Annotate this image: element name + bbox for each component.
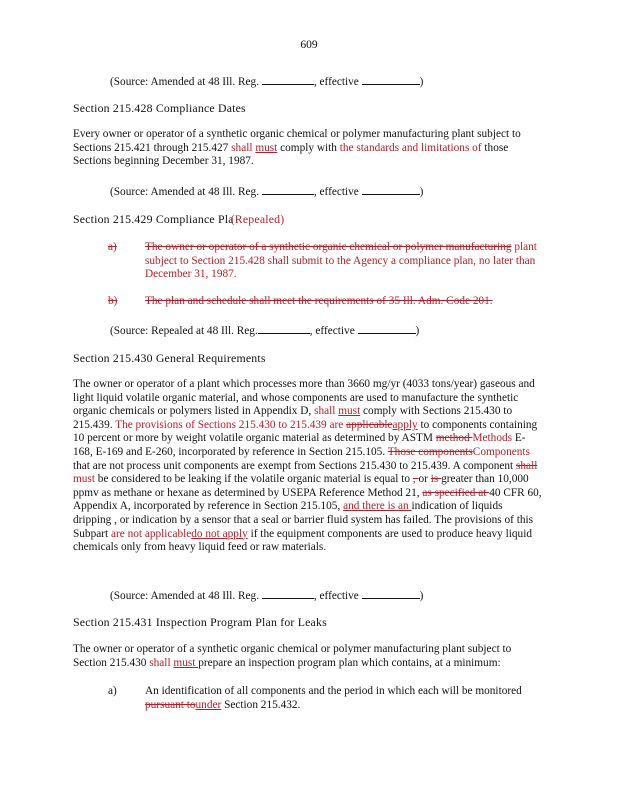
source-prefix: (Source: Amended at 48 Ill. Reg. [110,590,262,602]
text-run: if the equipment components are used to produce heavy liquid chemicals only from heavy liquid feed or raw materials. [73,527,532,554]
deleted-text: The plan and schedule shall meet the requirements of 35 Ill. Adm. Code 201. [145,295,493,307]
blank-line [362,588,420,599]
source-note-amended-3 [110,588,423,602]
blank-line [262,588,314,599]
deleted-text: method [435,432,473,445]
deleted-text: is [430,473,442,486]
deleted-text: as specified at [422,486,490,499]
blank-line [262,184,314,195]
inserted-text: under [195,698,222,711]
blank-line [262,74,314,85]
section-heading-215-429 [73,212,284,227]
inserted-text: shall [231,141,256,154]
text-run: prepare an inspection program plan which contains, at a minimum: [198,656,501,669]
text-run: The owner or operator of a plant which processes more than 3660 mg/yr (4033 tons/year) gaseous and light liquid volatile organic material, and whose components are used to manufacture the synthetic organic chemicals or polymers listed in Appendix D, [73,378,535,418]
source-end: ) [419,590,424,602]
item-text-line: plant subject to Section 215.428 shall submit to the Agency a compliance plan, no later than December 31, 1987. [145,241,537,281]
item-text [145,295,565,309]
item-text [145,685,545,712]
source-note-amended-1 [110,74,423,88]
blank-line [358,323,416,334]
text-run: E-168, E-169 and E-260, incorporated by reference in Section 215.105. [73,432,526,458]
inserted-text: must [255,141,278,154]
source-note-repealed [110,323,419,337]
source-note-amended-2 [110,184,423,198]
inserted-text: Components [472,445,530,458]
text-run: that are not process unit components are exempt from Sections 215.430 to 215.439. A component [73,459,517,472]
section-heading-215-428: Section 215.428 Compliance Dates [73,101,246,115]
inserted-text: and there is an [343,500,412,513]
text-run: indication of liquids dripping , or indication by a sensor that a seal or barrier fluid system has failed. The provisions of this Subpart [73,500,534,540]
text-run: or [418,473,431,486]
deleted-text: , [412,473,419,486]
blank-line [362,184,420,195]
inserted-text: are not applicable [110,527,192,540]
inserted-text: do not apply [191,527,248,540]
blank-line [362,74,420,85]
blank-line [258,323,310,334]
section-215-430-text [73,378,543,555]
inserted-text: the standards and limitations of [339,141,482,154]
deleted-text: shall [516,459,538,472]
item-text [145,241,545,282]
source-mid: , effective [309,325,358,337]
deleted-text: pursuant to [145,698,196,711]
inserted-text: (Repealed) [230,212,285,226]
text-run: 40 CFR 60, Appendix A, incorporated by reference in Section 215.105, [73,486,542,513]
inserted-text: must [338,405,361,418]
section-215-428-text [73,128,543,169]
deleted-text: Those components [387,445,473,458]
item-label: b) [108,295,118,307]
inserted-text: must [73,473,95,486]
source-end: ) [415,325,420,337]
source-mid: , effective [313,590,362,602]
text-run: An identification of all components and the period in which each will be monitored [145,685,522,697]
section-heading-215-431: Section 215.431 Inspection Program Plan for Leaks [73,615,327,629]
text-run: comply with Sections 215.430 to 215.439. [73,405,513,431]
text-run: Section 215.432. [221,698,301,711]
text-run: be considered to be leaking if the volatile organic material is equal to [94,473,413,486]
source-end: ) [419,76,424,88]
inserted-text: The provisions of Sections 215.430 to 215.439 are [115,418,347,431]
page-number: 609 [300,39,318,51]
inserted-text: shall [314,405,339,418]
section-heading-215-430: Section 215.430 General Requirements [73,351,266,365]
source-prefix: (Source: Amended at 48 Ill. Reg. [110,76,262,88]
heading-text: Section 215.429 Compliance Pla [73,212,234,226]
inserted-text: Methods [472,432,513,445]
text-run: those Sections beginning December 31, 1987. [73,141,509,168]
inserted-text: must [173,656,199,669]
text-run: comply with [277,141,340,154]
text-run: greater than 10,000 ppmv as methane or hexane as determined by USEPA Reference Method 21, [73,473,529,499]
source-prefix: (Source: Repealed at 48 Ill. Reg. [110,325,258,337]
text-run: to components containing 10 percent or more by weight volatile organic material as determined by ASTM [73,418,538,445]
inserted-text: shall [149,656,174,669]
item-label: a) [108,685,117,697]
deleted-text: applicable [346,418,393,431]
source-end: ) [419,186,424,198]
section-215-431-text [73,643,543,670]
text-run: Every owner or operator of a synthetic organic chemical or polymer manufacturing plant subject to Sections 215.421 through 215.427 [73,128,521,154]
inserted-text: apply [392,418,418,431]
source-mid: , effective [313,186,362,198]
source-mid: , effective [313,76,362,88]
deleted-text: The owner or operator of a synthetic organic chemical or polymer manufacturing [145,241,512,253]
source-prefix: (Source: Amended at 48 Ill. Reg. [110,186,262,198]
text-run: The owner or operator of a synthetic organic chemical or polymer manufacturing plant subject to Section 215.430 [73,643,512,669]
item-label: a) [108,241,117,253]
